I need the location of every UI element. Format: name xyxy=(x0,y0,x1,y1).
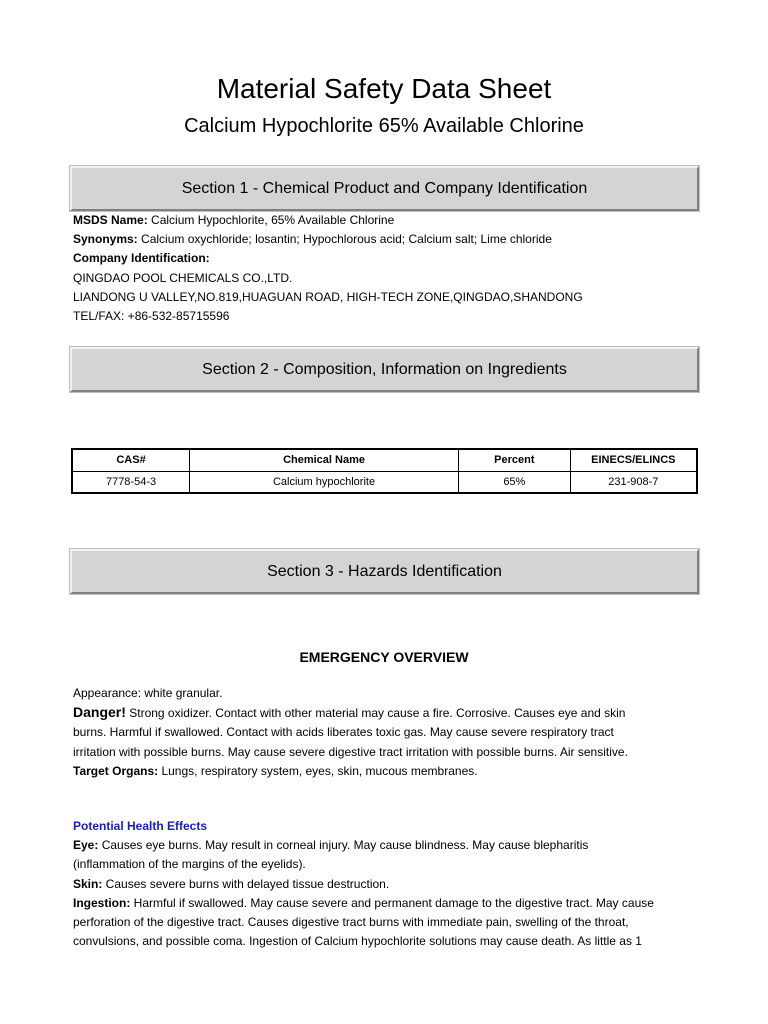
target-organs-line xyxy=(73,762,703,781)
section2-heading: Section 2 - Composition, Information on Ingredients xyxy=(202,360,567,378)
table-cell: 231-908-7 xyxy=(570,471,697,493)
ingestion-line: convulsions, and possible coma. Ingestion of Calcium hypochlorite solutions may cause death. As little as 1 xyxy=(73,934,642,949)
target-organs-label: Target Organs: xyxy=(73,763,159,778)
emergency-overview-body xyxy=(73,684,703,781)
eye-line: (inflammation of the margins of the eyelids). xyxy=(73,857,306,872)
potential-health-effects-heading: Potential Health Effects xyxy=(73,819,208,833)
company-name: QINGDAO POOL CHEMICALS CO.,LTD. xyxy=(73,270,293,285)
synonyms-label: Synonyms: xyxy=(73,232,138,247)
danger-line xyxy=(73,703,703,723)
ingestion-text: Harmful if swallowed. May cause severe and permanent damage to the digestive tract. May cause xyxy=(130,895,654,910)
danger-text: Strong oxidizer. Contact with other material may cause a fire. Corrosive. Causes eye and skin xyxy=(125,706,626,721)
synonyms-line xyxy=(73,230,703,249)
eye-line xyxy=(73,836,703,855)
ingestion-line: perforation of the digestive tract. Causes digestive tract burns with immediate pain, swelling of the throat, xyxy=(73,915,629,930)
document-title: Material Safety Data Sheet xyxy=(216,73,552,104)
section1-heading: Section 1 - Chemical Product and Company Identification xyxy=(181,179,588,197)
skin-line xyxy=(73,875,703,894)
danger-word: Danger! xyxy=(73,704,126,721)
emergency-overview-heading: EMERGENCY OVERVIEW xyxy=(299,649,469,665)
eye-text: Causes eye burns. May result in corneal injury. May cause blindness. May cause blepharitis xyxy=(98,838,589,853)
skin-label: Skin: xyxy=(73,876,103,891)
synonyms-value: Calcium oxychloride; losantin; Hypochlorous acid; Calcium salt; Lime chloride xyxy=(137,232,552,247)
appearance-line: Appearance: white granular. xyxy=(73,686,223,700)
company-label-line xyxy=(73,249,703,268)
section1-body xyxy=(73,211,703,326)
ingestion-line xyxy=(73,894,703,913)
section3-heading: Section 3 - Hazards Identification xyxy=(267,562,502,580)
msds-name-line xyxy=(73,211,703,230)
danger-line: burns. Harmful if swallowed. Contact with acids liberates toxic gas. May cause severe respiratory tract xyxy=(73,725,614,740)
section1-heading-box xyxy=(70,166,699,211)
document-subtitle: Calcium Hypochlorite 65% Available Chlorine xyxy=(184,115,584,137)
eye-label: Eye: xyxy=(73,838,99,853)
table-header-cell: EINECS/ELINCS xyxy=(570,449,697,471)
table-row xyxy=(72,471,697,493)
company-label: Company Identification: xyxy=(73,251,210,266)
section3-heading-box xyxy=(70,549,699,594)
table-header-row xyxy=(72,449,697,471)
table-header-cell: Chemical Name xyxy=(190,449,459,471)
table-cell: 65% xyxy=(459,471,571,493)
danger-line: irritation with possible burns. May cause severe digestive tract irritation with possible burns. Air sensitive. xyxy=(73,744,628,759)
table-cell: Calcium hypochlorite xyxy=(190,471,459,493)
target-organs-value: Lungs, respiratory system, eyes, skin, mucous membranes. xyxy=(158,763,478,778)
health-effects-body xyxy=(73,817,703,951)
table-header-cell: CAS# xyxy=(72,449,190,471)
msds-name-label: MSDS Name: xyxy=(73,213,148,227)
company-phone: TEL/FAX: +86-532-85715596 xyxy=(73,309,230,324)
table-cell: 7778-54-3 xyxy=(72,471,190,493)
ingredients-table xyxy=(71,448,698,494)
company-address: LIANDONG U VALLEY,NO.819,HUAGUAN ROAD, HIGH-TECH ZONE,QINGDAO,SHANDONG xyxy=(73,289,583,304)
ingestion-label: Ingestion: xyxy=(73,895,131,910)
skin-text: Causes severe burns with delayed tissue destruction. xyxy=(102,876,390,891)
section2-heading-box xyxy=(70,347,699,392)
msds-name-value: Calcium Hypochlorite, 65% Available Chlorine xyxy=(147,213,395,227)
table-header-cell: Percent xyxy=(459,449,571,471)
